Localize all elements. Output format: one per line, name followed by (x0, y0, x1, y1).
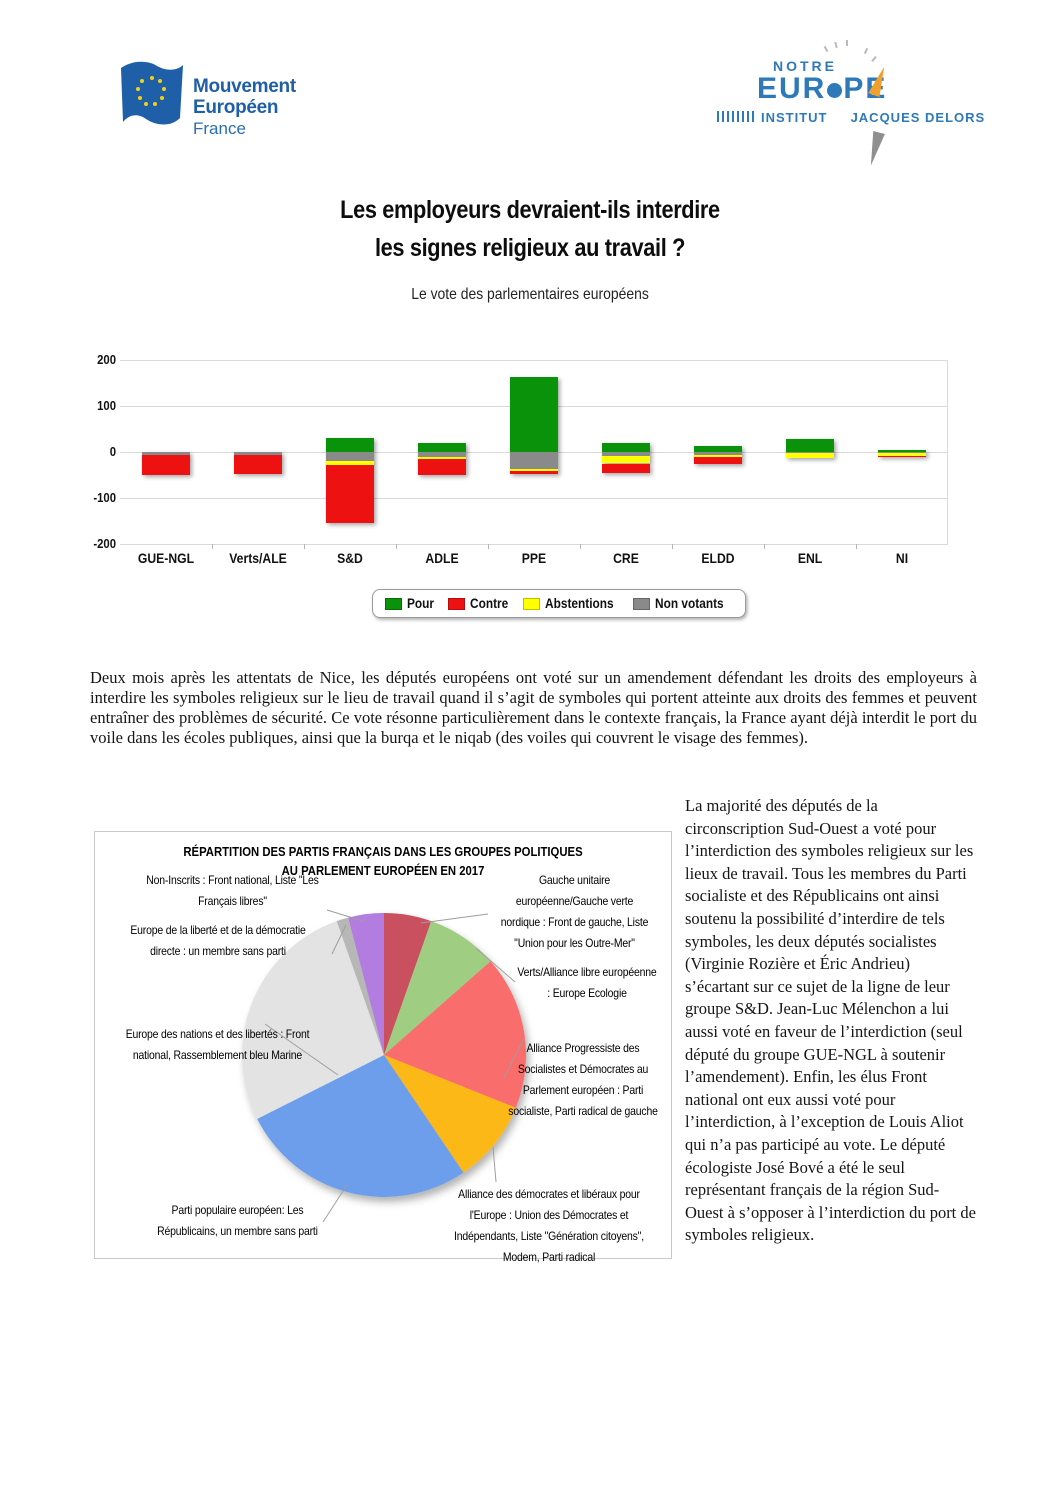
segment-contre-CRE (602, 464, 650, 474)
x-axis-tick (672, 544, 673, 549)
paragraph-intro: Deux mois après les attentats de Nice, les députés européens ont voté sur un amendement défendant les droits des employeurs à interdire les symboles religieux sur le lieu de travail quand il s’agit de symboles qui portent atteinte aux droits des femmes et peuvent entraîner des problèmes de sécurité. Ce vote résonne particulièrement dans le contexte français, la France ayant déjà interdit le port du voile dans les écoles publiques, ainsi que la burqa et le niqab (des voiles qui couvrent le visage des femmes). (90, 668, 977, 747)
plot-border (947, 360, 948, 544)
bar-S&D (326, 360, 374, 544)
y-tick-label: -200 (93, 536, 117, 551)
pie-title-line2: AU PARLEMENT EUROPÉEN EN 2017 (281, 863, 485, 878)
x-axis-tick (856, 544, 857, 549)
y-tick-label: 200 (97, 352, 116, 367)
pie-chart (94, 831, 672, 1264)
mouvement-europeen-logo (118, 58, 186, 141)
page-title-line2: les signes religieux au travail ? (374, 234, 686, 262)
x-category-label-GUE-NGL: GUE-NGL (137, 550, 195, 566)
x-category-label-NI: NI (895, 550, 909, 566)
legend-item-pour (385, 596, 438, 611)
mouvement-europeen-wordmark (193, 76, 296, 139)
segment-contre-PPE (510, 471, 558, 474)
compass-tick-icon (824, 46, 829, 52)
pie-label-ppe: Parti populaire européen: Les Républicains, un membre sans parti (157, 1203, 318, 1238)
me-line2: Européen (193, 97, 279, 118)
y-tick-label: -100 (93, 490, 117, 505)
bar-ENL (786, 360, 834, 544)
bar-NI (878, 360, 926, 544)
segment-contre-GUE-NGL (142, 455, 190, 474)
bar-ADLE (418, 360, 466, 544)
pie-label-verts-ale: Verts/Alliance libre européenne : Europe Ecologie (517, 965, 657, 1000)
page-subtitle: Le vote des parlementaires européens (411, 286, 649, 303)
x-axis-tick (304, 544, 305, 549)
segment-abstentions-CRE (602, 456, 650, 464)
notre-europe-logo (715, 40, 986, 135)
segment-contre-ADLE (418, 459, 466, 475)
x-category-label-ELDD: ELDD (701, 550, 735, 566)
x-category-label-PPE: PPE (521, 550, 547, 566)
pie-label-gue-ngl: Gauche unitaire européenne/Gauche verte nordique : Front de gauche, Liste "Union pour les Outre-Mer" (500, 873, 649, 950)
compass-tick-icon (871, 56, 876, 62)
ne-eur-text: EUR (757, 72, 827, 105)
ne-institut-line (717, 110, 985, 125)
compass-tick-icon (846, 40, 848, 46)
legend-item-abstentions (523, 596, 623, 611)
legend-item-contre (448, 596, 514, 611)
legend-swatch-icon (385, 598, 402, 610)
pie-label-adle: Alliance des démocrates et libéraux pour l'Europe : Union des Démocrates et Indépendants, Liste "Génération citoyens", Modem, Parti radical (454, 1187, 644, 1264)
legend-label: Contre (469, 596, 509, 611)
segment-contre-S&D (326, 465, 374, 523)
segment-abstentions-ENL (786, 453, 834, 458)
legend-swatch-icon (448, 598, 465, 610)
section-sud-ouest (90, 795, 977, 1264)
legend-swatch-icon (633, 598, 650, 610)
x-category-label-ADLE: ADLE (425, 550, 459, 566)
compass-needle-down-icon (865, 131, 885, 167)
me-line1: Mouvement (193, 76, 296, 97)
legend-label: Non votants (655, 596, 724, 611)
bar-Verts/ALE (234, 360, 282, 544)
segment-pour-ADLE (418, 443, 466, 452)
y-tick-label: 0 (109, 444, 116, 459)
segment-pour-PPE (510, 377, 558, 452)
me-line3: France (193, 119, 246, 138)
x-axis-tick (488, 544, 489, 549)
bar-chart-plot-area (120, 360, 948, 544)
ne-pe-text: PE (843, 72, 888, 105)
bar-chart (90, 352, 950, 577)
x-axis-tick (580, 544, 581, 549)
segment-contre-ELDD (694, 457, 742, 465)
pie-label-eldd: Europe de la liberté et de la démocratie directe : un membre sans parti (130, 923, 306, 958)
segment-pour-S&D (326, 438, 374, 452)
compass-tick-icon (834, 42, 837, 48)
page-title-line1: Les employeurs devraient-ils interdire (340, 196, 720, 224)
x-category-label-S&D: S&D (337, 550, 363, 566)
bar-GUE-NGL (142, 360, 190, 544)
chart-legend (372, 589, 746, 618)
segment-pour-CRE (602, 443, 650, 452)
segment-non-votants-S&D (326, 452, 374, 461)
barcode-icon (717, 111, 755, 122)
x-axis-tick (764, 544, 765, 549)
compass-tick-icon (864, 48, 868, 54)
x-category-label-ENL: ENL (797, 550, 823, 566)
x-axis-tick (396, 544, 397, 549)
paragraph-sud-ouest: La majorité des députés de la circonscription Sud-Ouest a voté pour l’interdiction des symboles religieux sur les lieux de travail. Tous les membres du Parti socialiste et des Républicains ont ainsi soutenu la possibilité d’interdire de tels symboles, les deux députés socialistes (Virginie Rozière et Éric Andrieu) s’écartant sur ce sujet de la ligne de leur groupe S&D. Jean-Luc Mélenchon a lui aussi voté en faveur de l’interdiction (seul député du groupe GUE-NGL à soutenir l’amendement). Enfin, les élus Front national ont eux aussi voté pour l’interdiction, à l’exception de Louis Aliot qui n’a pas participé au vote. Le député écologiste José Bové a été le seul représentant français de la région Sud-Ouest à s’opposer à l’interdiction du port de symboles religieux. (685, 796, 976, 1245)
ne-notre-text: NOTRE (773, 58, 837, 74)
segment-non-votants-PPE (510, 452, 558, 469)
bar-CRE (602, 360, 650, 544)
pie-title-line1: RÉPARTITION DES PARTIS FRANÇAIS DANS LES GROUPES POLITIQUES (183, 844, 583, 859)
eu-flag-icon (118, 58, 186, 136)
x-category-label-Verts/ALE: Verts/ALE (229, 550, 287, 566)
x-category-label-CRE: CRE (613, 550, 639, 566)
legend-label: Pour (407, 596, 435, 611)
legend-label: Abstentions (545, 596, 614, 611)
compass-hub-icon (827, 83, 842, 98)
legend-item-non-votants (633, 596, 733, 611)
ne-jacques-delors-text: JACQUES DELORS (850, 110, 986, 125)
gridline (120, 544, 948, 545)
ne-europe-wordmark (757, 72, 887, 106)
legend-swatch-icon (523, 598, 540, 610)
x-axis-tick (212, 544, 213, 549)
pie-label-sd: Alliance Progressiste des Socialistes et Démocrates au Parlement européen : Parti socialiste, Parti radical de gauche (508, 1041, 658, 1118)
pie-label-enl: Europe des nations et des libertés : Front national, Rassemblement bleu Marine (125, 1027, 310, 1062)
ne-institut-text: INSTITUT (761, 110, 828, 125)
y-tick-label: 100 (97, 398, 116, 413)
segment-contre-Verts/ALE (234, 455, 282, 474)
pie-label-non-inscrits: Non-Inscrits : Front national, Liste "Les Français libres" (146, 873, 319, 908)
segment-pour-ENL (786, 439, 834, 452)
bar-PPE (510, 360, 558, 544)
bar-ELDD (694, 360, 742, 544)
